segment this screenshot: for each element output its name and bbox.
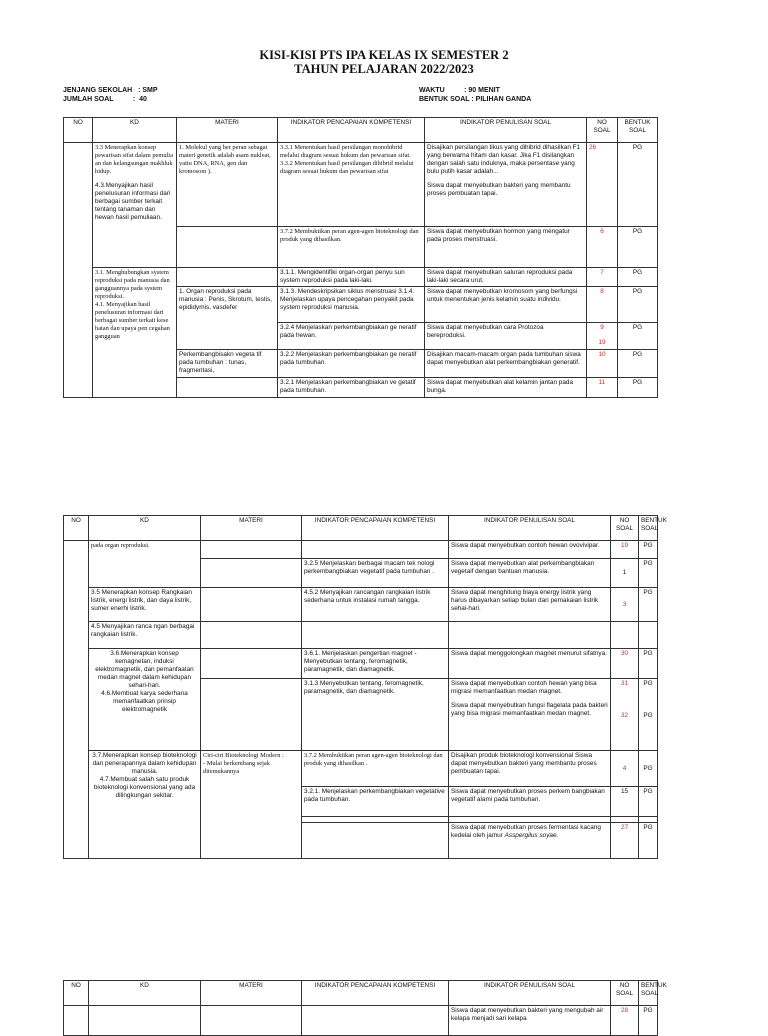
cell-no [64,1006,89,1036]
cell-kd [93,268,177,398]
ips-text: Disajikan persilangan tikus yang dihibrid dihasilkan F1 yang berwarna hitam dan kasar. Jika F1 disilangkan dengan salah satu induknya, maka persentase yang bulu putih kasar adalah... [427,144,581,175]
cell-kd [89,751,201,859]
cell-ips [449,823,611,859]
no-soal-value: 32 [620,712,629,719]
cell-materi: 1. Organ reproduksi pada manusia : Penis, Skrotum, testis, epididymis, vasdefer [177,287,278,350]
col-header-no: NO [64,981,89,1006]
cell-ipk [302,1006,449,1036]
cell-ipk: 3.7.2 Membuktikan peran agen-agen bioteknologi dan produk yang dihasilkan . [302,751,449,787]
meta-waktu: WAKTU : 90 MENIT [419,87,500,94]
cell-ips: Siswa dapat menyebutkan hormon yang mengatur pada proses menstruasi. [425,227,587,268]
materi-text: Ciri-ciri Bioteknologi Modern : [203,752,284,759]
cell-no-soal: 10 [587,350,618,378]
cell-ips: Siswa dapat menyebutkan proses perkem bangbiakan vegetatif alami pada tumbuhan. [449,787,611,817]
cell-ips: Siswa dapat menyebutkan alat kelamin jantan pada bunga. [425,378,587,398]
cell-bentuk: PG [639,559,658,588]
kd-text: 3.7.Menerapkan konsep bioteknologi dan penerapannya dalam kehidupan manusia. [92,752,197,775]
col-header-ipk: INDIKATOR PENCAPAIAN KOMPETENSI [278,118,425,143]
cell-ips: Disajikan macam-macam organ pada tumbuhan siswa dapat menyebutkan alat perkembangbiakan generatif. [425,350,587,378]
cell-no-soal: 3 [611,588,639,622]
cell-ips: Siswa dapat menyebutkan saluran reproduksi pada laki-laki secara urut. [425,268,587,287]
cell-bentuk: PG [639,541,658,559]
cell-bentuk [639,679,658,751]
col-header-ipk: INDIKATOR PENCAPAIAN KOMPETENSI [302,981,449,1006]
cell-bentuk: PG [639,1006,658,1036]
cell-materi [201,1006,302,1036]
cell-no [64,143,93,398]
cell-kd [89,649,201,751]
cell-ips [449,622,611,649]
ipk-text: 3.3.1 Menentukan hasil persilangan monohibrid melalui diagram sesuai hukum dan pewarisan sifat. [280,144,411,159]
cell-no-soal: 30 [611,649,639,679]
cell-bentuk: PG [639,823,658,859]
cell-bentuk: PG [618,287,658,323]
table-row [64,649,658,679]
cell-bentuk: PG [639,787,658,817]
cell-ipk: 3.2.1 Menjelaskan perkembangbiakan ve getatif pada tumbuhan. [278,378,425,398]
cell-ipk: 3.6.1. Menjelaskan pengertian magnet - Menyebutkan tentang, feromagnetik, paramagnetik, dan diamagnetik. [302,649,449,679]
grid-table-3 [63,980,667,1036]
ipk-text: 3.3.2 Menentukan hasil persilangan dihibrid melalui diagram sesuai hukum dan pewarisan sifat [280,160,414,175]
cell-bentuk: PG [618,268,658,287]
cell-ips: Siswa dapat menyebutkan cara Protozoa bereproduksi. [425,323,587,350]
no-soal-value: 19 [598,339,606,346]
col-header-bentuk-soal: BENTUK SOAL [639,516,658,541]
document-title: KISI-KISI PTS IPA KELAS IX SEMESTER 2 [259,48,509,62]
table-header-row [64,981,658,1006]
cell-materi: Perkembangbisakn vegeta tif pada tumbuhan : tunas, fragmentasi, [177,350,278,378]
kd-text: 3.3 Menerapkan konsep pewarisan sifat dalam pemulia an dan kelangsungan makhluk hidup. [95,144,173,175]
cell-ips: Siswa dapat menyebutkan contoh hewan ovovivipar. [449,541,611,559]
cell-no-soal: 11 [587,378,618,398]
cell-ips: Siswa dapat menggolongkan magnet menurut sifatnya. [449,649,611,679]
col-header-no: NO [64,118,93,143]
cell-no-soal: 4 [611,751,639,787]
cell-ips: Siswa dapat menyebutkan kromosom yang berfungsi untuk menentukan jenis kelamin suatu individu. [425,287,587,323]
cell-no-soal: 6 [587,227,618,268]
table-row [64,622,658,649]
cell-kd [93,143,177,268]
cell-ipk: 3.1.3 Menyebutkan tentang, feromagnetik, paramagnetik, dan diamagnetik. [302,679,449,751]
col-header-no: NO [64,516,89,541]
grid-table-1 [63,117,658,398]
cell-no-soal [611,622,639,649]
cell-bentuk [639,622,658,649]
ips-text: Siswa dapat menyebutkan proses fermentasi kacang kedelai oleh jamur [451,824,601,839]
cell-ips: Siswa dapat menyebutkan alat perkembangbiakan vegetaif dengan bantuan manusia. [449,559,611,588]
no-soal-value: 31 [620,680,629,687]
table-row [64,588,658,622]
cell-no-soal [611,679,639,751]
col-header-kd: KD [89,981,201,1006]
cell-bentuk: PG [618,323,658,350]
col-header-no-soal: NO SOAL [587,118,618,143]
cell-no-soal: 26 [587,143,618,227]
kd-text: 4.3.Menyajikan hasil penelusuran informasi dari berbagai sumber terkait tentang tanaman dan hewan hasil pemuliaan. [95,182,171,221]
table-header-row [64,516,658,541]
cell-bentuk: PG [639,649,658,679]
cell-ipk [302,622,449,649]
bentuk-value: PG [643,712,653,719]
document-subtitle: TAHUN PELAJARAN 2022/2023 [294,62,474,76]
cell-materi [177,227,278,268]
cell-no-soal: 7 [587,268,618,287]
kd-text: 4.1. Menyajikan hasil penelusuran informasi dari berbagai sumber terkait kese hatan dan upaya pen cegahan gangguan [95,301,170,340]
cell-kd: 4.5 Menyajikan ranca ngan berbagai rangkaian listrik. [89,622,201,649]
cell-ipk: 3.2.2 Menjelaskan perkembangbiakan ge neratif pada tumbuhan. [278,350,425,378]
cell-ipk [302,541,449,559]
meta-jumlah-soal: JUMLAH SOAL : 40 [63,96,147,103]
cell-no-soal: 15 [611,787,639,817]
cell-materi [201,588,302,622]
cell-ipk [302,823,449,859]
cell-materi [201,649,302,679]
table-row [64,268,658,287]
cell-materi [177,268,278,287]
cell-ipk: 3.2.5 Menjelaskan berbagai macam tek nologi perkembangbiakan vegetatif pada tumbuhan . [302,559,449,588]
col-header-ips: INDIKATOR PENULISAN SOAL [449,516,611,541]
cell-materi: 1. Molekul yang ber peran sebagai materi genetik adalah asam nukleat, yaitu DNA, RNA, gen dan kromosom ). [177,143,278,227]
col-header-kd: KD [89,516,201,541]
col-header-ips: INDIKATOR PENULISAN SOAL [425,118,587,143]
table-row [64,751,658,787]
cell-ips [425,143,587,227]
grid-table-2 [63,515,667,859]
cell-bentuk: PG [618,378,658,398]
col-header-bentuk-soal: BENTUK SOAL [618,118,658,143]
table-row [64,1006,658,1036]
cell-bentuk: PG [618,350,658,378]
materi-text: - Mulai berkembang sejak ditemukannya [203,760,270,775]
cell-bentuk: PG [639,751,658,787]
ips-text: Siswa dapat menyebutkan contoh hewan yang bisa migrasi memanfaatkan medan magnet. [451,680,597,695]
cell-materi [201,679,302,751]
bentuk-value: PG [643,680,653,687]
cell-ipk: 3.2.1. Menjelaskan perkembangbiakan vegetative pada tumbuhan. [302,787,449,817]
kd-text: 4.6.Membuat karya sederhana memanfaatkan prinsip elektromagnetik [101,690,188,713]
col-header-materi: MATERI [177,118,278,143]
col-header-materi: MATERI [201,516,302,541]
cell-bentuk: PG [618,143,658,227]
cell-kd [89,1006,201,1036]
cell-materi [201,559,302,588]
cell-materi [201,751,302,859]
cell-no [64,541,89,859]
col-header-no-soal: NO SOAL [611,981,639,1006]
kd-text: 3.6.Menerapkan konsep kemagnetan, induksi elektromagnetik, dan pemanfaatan medan magnet dalam kehidupan sehari-hari. [95,650,194,689]
cell-ipk: 3.7.2 Membuktikan peran agen-agen bioteknologi dan produk yang dihasilkan. [278,227,425,268]
meta-jenjang: JENJANG SEKOLAH : SMP [63,87,158,94]
cell-kd: pada organ reproduksi. [89,541,201,588]
cell-no-soal: 1 [611,559,639,588]
kd-text: 3.1. Menghubungkan system reproduksi pada manusia dan gangguannya pada system reproduksi. [95,269,170,300]
col-header-materi: MATERI [201,981,302,1006]
cell-no-soal: 27 [611,823,639,859]
table-header-row [64,118,658,143]
ips-text-italic: Asspergilus soyae. [504,832,559,839]
cell-no-soal: 28 [611,1006,639,1036]
cell-ips: Siswa dapat menghitung biaya energy listrik yang harus dibayarkan setiap bulan dari pemakaian listrik sehai-hari. [449,588,611,622]
cell-ipk: 3.2.4 Menjelaskan perkembangbiakan ge neratif pada hewan. [278,323,425,350]
cell-no-soal [587,323,618,350]
cell-ipk: 4.5.2 Menyajikan rancangan rangkaian listrik sederhana untuk instalasi rumah tangga. [302,588,449,622]
cell-bentuk: PG [639,588,658,622]
ips-text: Siswa dapat menyebutkan bakteri yang membantu proses pembuatan tapai. [427,182,571,197]
cell-ipk: 3.1.1. Mengidentifiki organ-organ penyu sun system reproduksi pada laki-laki. [278,268,425,287]
cell-bentuk: PG [618,227,658,268]
table-row [64,143,658,227]
cell-no-soal: 8 [587,287,618,323]
no-soal-value: 9 [600,324,604,331]
cell-ips: Siswa dapat menyebutkan bakteri yang mengubah air kelapa menjadi sari kelapa [449,1006,611,1036]
meta-bentuk-soal: BENTUK SOAL : PILIHAN GANDA [419,96,532,103]
table-row [64,541,658,559]
cell-ips [449,679,611,751]
cell-no-soal: 19 [611,541,639,559]
ips-text: Siswa dapat menyebutkan fungsi flagelata pada bakteri yang bisa migrasi memanfaatkan medan magnet. [451,702,608,717]
cell-kd: 3.5 Menerapkan konsep Rangkaian listrik, energi listrik, dan daya listrik, sumer enerhi listrik. [89,588,201,622]
kd-text: 4.7.Membuat salah satu produk bioteknologi konvensional yang ada dilingkungan sekitar. [93,776,196,799]
col-header-bentuk-soal: BENTUK SOAL [639,981,658,1006]
cell-materi [177,378,278,398]
cell-materi [201,541,302,559]
col-header-ipk: INDIKATOR PENCAPAIAN KOMPETENSI [302,516,449,541]
cell-ips: Disajikan produk bioteknologi konvensional Siswa dapat menyebutkan bakteri yang membantu proses pembuatan tapai. [449,751,611,787]
cell-ipk [278,143,425,227]
col-header-ips: INDIKATOR PENULISAN SOAL [449,981,611,1006]
col-header-no-soal: NO SOAL [611,516,639,541]
cell-materi [201,622,302,649]
cell-ipk: 3.1.3. Mendeskripsikan siklus menstruasi 3.1.4. Menjelaskan upaya pencegahan penyakit pada system reproduksi manusia. [278,287,425,323]
col-header-kd: KD [93,118,177,143]
